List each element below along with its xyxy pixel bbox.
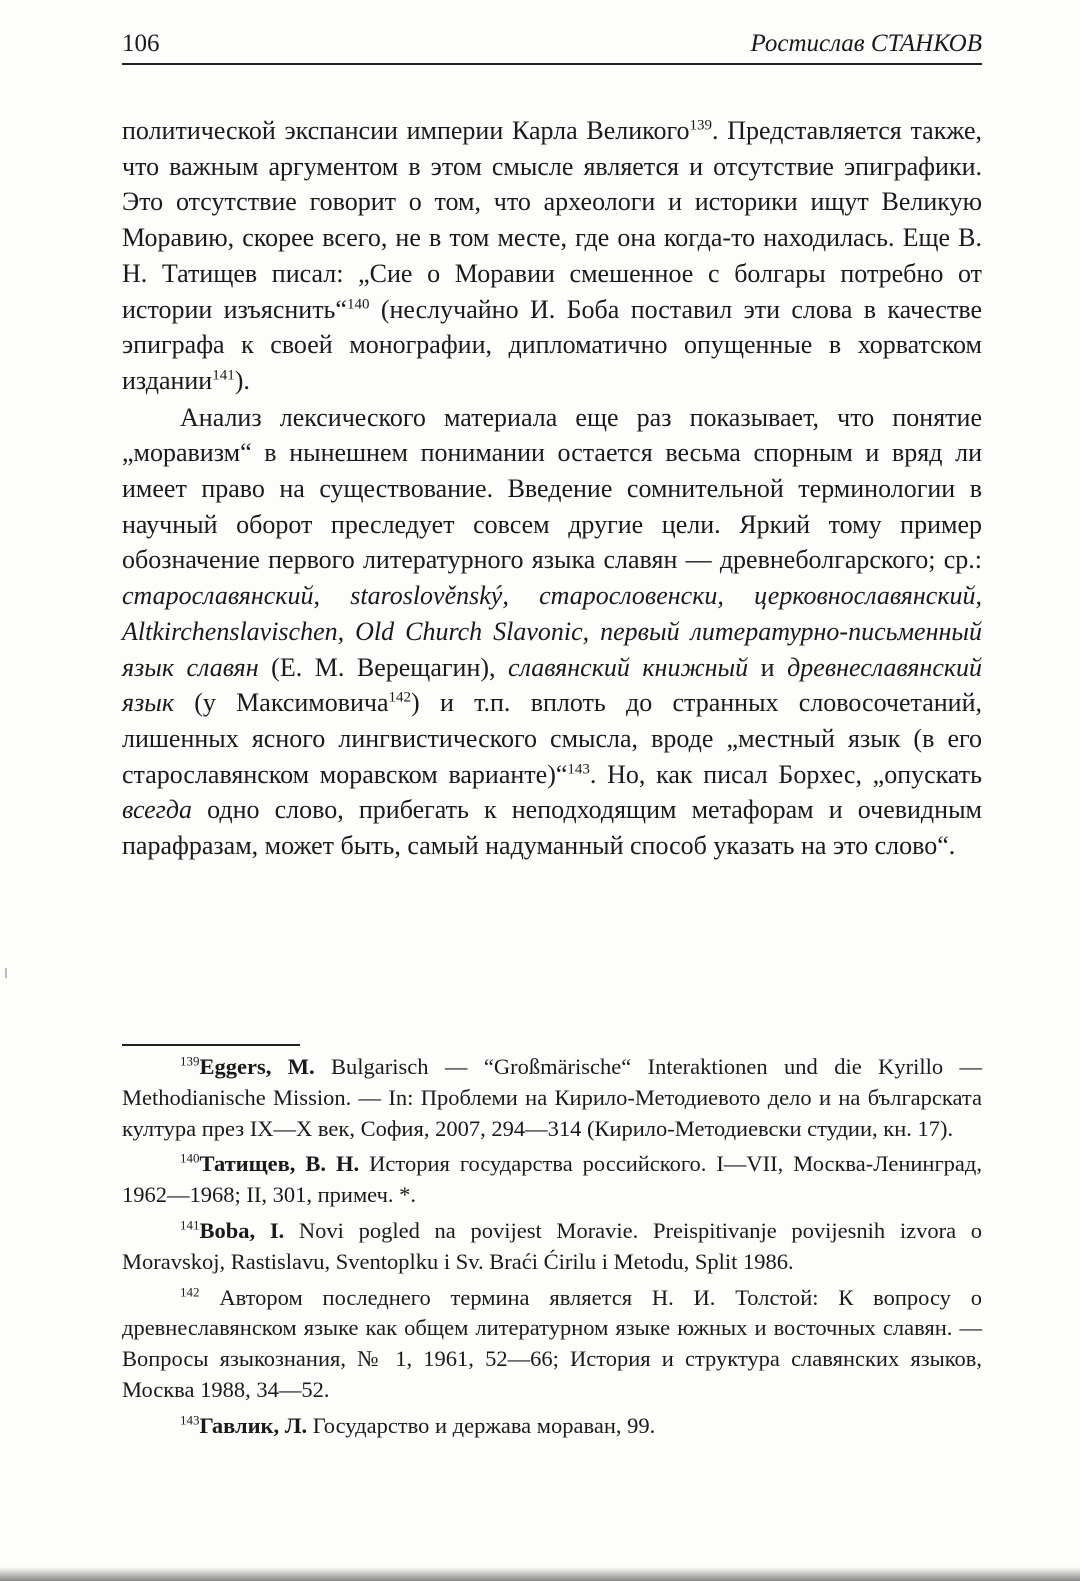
footnote-ref-141[interactable]: 141: [212, 367, 235, 384]
paragraph-2: [122, 400, 982, 864]
footnote-text: История государства российского. I—VII, Москва-Ленинград, 1962—1968; II, 301, примеч. *.: [122, 1151, 982, 1208]
footnote-142: [122, 1283, 982, 1406]
footnote-author: Татищев, В. Н.: [199, 1151, 360, 1177]
paragraph-2-italic-1: старославянский, staroslověnský, старословенски, церковнославянский, Altkirchenslavischen, Old Church Slavonic, первый литературно-письменный язык славян: [122, 581, 982, 682]
paragraph-2-italic-2: славянский книжный: [508, 652, 749, 682]
paragraph-2-text-7: одно слово, прибегать к неподходящим метафорам и очевидным парафразам, может быть, самый надуманный способ указать на это слово“.: [122, 795, 982, 861]
footnotes: [122, 1044, 982, 1447]
footnote-text: Государство и держава мораван, 99.: [307, 1412, 656, 1438]
page-number: 106: [122, 30, 160, 57]
footnote-ref-143[interactable]: 143: [567, 761, 590, 777]
footnote-141: [122, 1216, 982, 1278]
footnote-author: Eggers, M.: [199, 1054, 315, 1079]
footnote-ref-140[interactable]: 140: [346, 295, 370, 312]
footnote-140: [122, 1149, 982, 1211]
running-head: [122, 28, 982, 65]
footnote-number: 141: [180, 1217, 200, 1233]
paragraph-1-text-2: . Представляется также, что важным аргументом в этом смысле является и отсутствие эпиграфики. Это отсутствие говорит о том, что археологи и историки ищут Великую Моравию, скорее всего, не в том месте, где она когда-то находилась. Еще В. Н. Татищев писал: „Сие о Моравии смешенное с болгары потребно от истории изъяснить“: [122, 116, 982, 324]
footnote-text: Novi pogled na povijest Moravie. Preispitivanje povijesnih izvora o Moravskoj, Rastislavu, Sventoplku i Sv. Braći Ćirilu i Metodu, Split 1986.: [122, 1217, 983, 1274]
paragraph-2-text-4: (у Максимовича: [174, 688, 389, 718]
footnote-author: Гавлик, Л.: [199, 1412, 308, 1438]
footnote-ref-139[interactable]: 139: [689, 117, 712, 134]
footnote-143: [122, 1411, 982, 1442]
footnote-rule: [122, 1044, 300, 1046]
footnote-text: Автором последнего термина является Н. И. Толстой: К вопросу о древнеславянском языке как общем литературном языке южных и восточных славян. — Вопросы языкознания, № 1, 1961, 52—66; История и структура славянских языков, Москва 1988, 34—52.: [122, 1284, 982, 1402]
footnote-ref-142[interactable]: 142: [388, 689, 412, 706]
footnote-number: 139: [180, 1053, 200, 1069]
paragraph-2-italic-4: всегда: [122, 795, 192, 825]
paragraph-2-text-2: (Е. М. Верещагин),: [258, 652, 509, 682]
running-title: Ростислав СТАНКОВ: [750, 30, 982, 57]
scan-mark: [5, 968, 7, 978]
paragraph-2-text-1: Анализ лексического материала еще раз показывает, что понятие „моравизм“ в нынешнем понимании остается весьма спорным и вряд ли имеет право на существование. Введение сомнительной терминологии в научный оборот преследует совсем другие цели. Яркий тому пример обозначение первого литературного языка славян — древнеболгарского; ср.:: [122, 402, 982, 575]
scan-bottom-edge: [0, 1567, 1080, 1581]
paragraph-2-text-5: ) и т.п. вплоть до странных словосочетаний, лишенных ясного лингвистического смысла, вроде „местный язык (в его старославянском моравском варианте)“: [122, 688, 982, 789]
footnote-author: Boba, I.: [199, 1217, 285, 1243]
paragraph-1-text-1: политической экспансии империи Карла Великого: [122, 116, 690, 145]
footnote-number: 140: [180, 1150, 200, 1166]
footnote-139: [122, 1052, 982, 1144]
paragraph-2-italic-3: древнеславянский язык: [122, 652, 983, 718]
main-text: [122, 113, 982, 864]
paragraph-1-text-3: (неслучайно И. Боба поставил эти слова в качестве эпиграфа к своей монографии, дипломатично опущенные в хорватском издании: [122, 294, 982, 395]
footnote-text: Bulgarisch — “Großmärische“ Interaktionen und die Kyrillo — Methodianische Mission. — In: Проблеми на Кирило-Методиевото дело и на българската култура през IX—X век, София, 2007, 294—314 (Кирило-Методиевски студии, кн. 17).: [122, 1054, 982, 1141]
paragraph-2-text-6: . Но, как писал Борхес, „опускать: [589, 759, 982, 789]
paragraph-1-text-4: ).: [234, 365, 250, 395]
paragraph-1: [122, 113, 982, 399]
footnote-number: 143: [180, 1412, 200, 1428]
book-page: [122, 28, 983, 1438]
footnote-number: 142: [180, 1284, 200, 1300]
paragraph-2-text-3: и: [748, 652, 788, 682]
